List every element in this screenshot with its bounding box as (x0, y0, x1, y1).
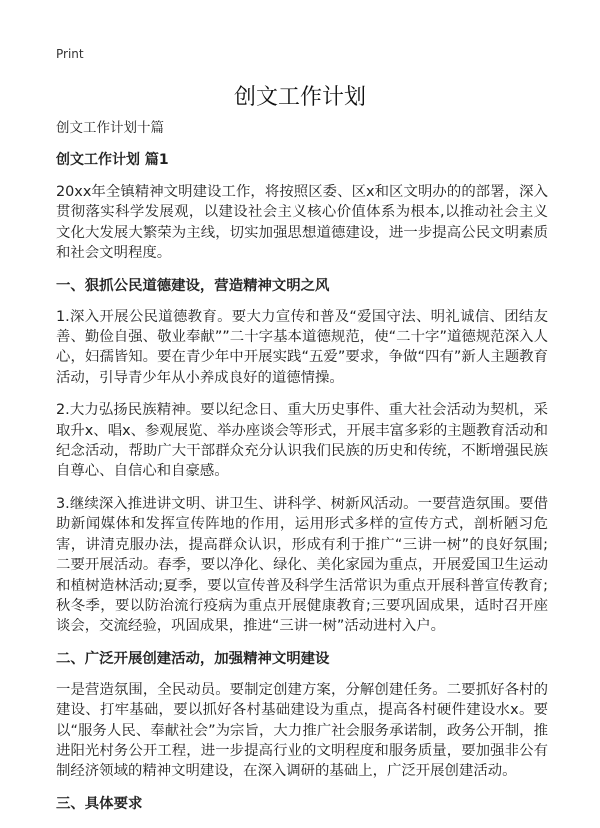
paragraph-3: 3.继续深入推进讲文明、讲卫生、讲科学、树新风活动。一要营造氛围。要借助新闻媒体和发挥宣传阵地的作用，运用形式多样的宣传方式，剖析陋习危害，讲清克服办法，提高群众认识，形成有利于推广“三讲一树”的良好氛围;二要开展活动。春季，要以净化、绿化、美化家园为重点，开展爱国卫生运动和植树造林活动;夏季，要以宣传普及科学生活常识为重点开展科普宣传教育;秋冬季，要以防治流行疫病为重点开展健康教育;三要巩固成果，适时召开座谈会，交流经验，巩固成果，推进“三讲一树”活动进村入户。 (56, 495, 548, 635)
print-link[interactable]: Print (56, 47, 84, 61)
paragraph-1: 1.深入开展公民道德教育。要大力宣传和普及“爱国守法、明礼诚信、团结友善、勤俭自强、敬业奉献””二十字基本道德规范，使“二十字”道德规范深入人心，妇孺皆知。要在青少年中开展实践“五爱”要求，争做“四有”新人主题教育活动，引导青少年从小养成良好的道德情操。 (56, 308, 548, 386)
section-heading-3: 三、具体要求 (56, 795, 143, 812)
section-heading-1: 一、狠抓公民道德建设，营造精神文明之风 (56, 277, 330, 294)
document-body (56, 118, 548, 825)
paragraph-4: 一是营造氛围，全民动员。要制定创建方案，分解创建任务。二要抓好各村的建设、打牢基础，要以抓好各村基础建设为重点，提高各村硬件建设水x。要以“服务人民、奉献社会”为宗旨，大力推广社会服务承诺制，政务公开制，推进阳光村务公开工程，进一步提高行业的文明程度和服务质量，要加强非公有制经济领域的精神文明建设，在深入调研的基础上，广泛开展创建活动。 (56, 681, 548, 780)
section-heading-2: 二、广泛开展创建活动，加强精神文明建设 (56, 650, 330, 667)
paragraph-2: 2.大力弘扬民族精神。要以纪念日、重大历史事件、重大社会活动为契机，采取升x、唱x、参观展览、举办座谈会等形式，开展丰富多彩的主题教育活动和纪念活动，帮助广大干部群众充分认识我们民族的历史和传统，不断增强民族自尊心、自信心和自豪感。 (56, 402, 548, 480)
page-title: 创文工作计划 (233, 85, 366, 110)
intro-paragraph: 20xx年全镇精神文明建设工作，将按照区委、区x和区文明办的的部署，深入贯彻落实科学发展观，以建设社会主义核心价值体系为根本,以推动社会主义文化大发展大繁荣为主线，切实加强思想道德建设，进一步提高公民文明素质和社会文明程度。 (56, 184, 548, 262)
article-title: 创文工作计划 篇1 (56, 152, 169, 168)
document-subtitle: 创文工作计划十篇 (56, 120, 164, 136)
